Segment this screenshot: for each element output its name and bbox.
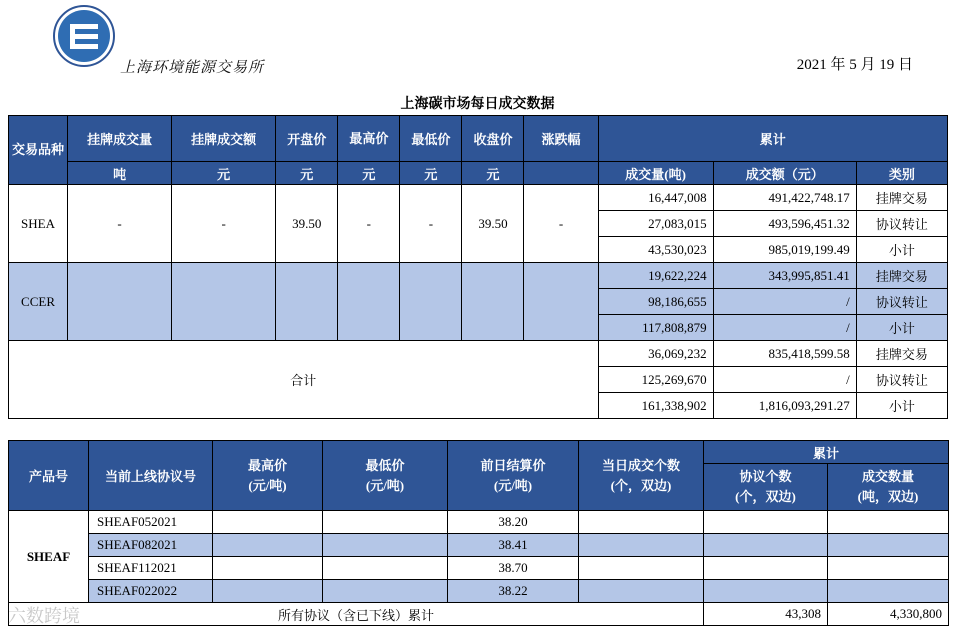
cell: 小计: [856, 315, 947, 341]
product-cell: SHEA: [9, 185, 68, 263]
header-volume-label: 成交数量: [862, 469, 915, 484]
header-today-count-label: 当日成交个数: [601, 457, 680, 473]
header-cum-volume: 成交量(吨): [598, 162, 713, 185]
cell: 27,083,015: [598, 211, 713, 237]
header-product-code: 产品号: [9, 441, 89, 511]
header-prev-settle-label: 前日结算价: [480, 457, 546, 473]
cell: 39.50: [276, 185, 338, 263]
cell: 协议转让: [856, 367, 947, 393]
cell: -: [524, 185, 598, 263]
cell: [213, 534, 323, 557]
cell: 117,808,879: [598, 315, 713, 341]
header-contract: 当前上线协议号: [89, 441, 213, 511]
cell: 491,422,748.17: [713, 185, 856, 211]
cell: 16,447,008: [598, 185, 713, 211]
cell: [704, 534, 828, 557]
unit-yuan: 元: [400, 162, 462, 185]
contract-cell: SHEAF022022: [89, 580, 213, 603]
brand-signature: 上海环境能源交易所: [120, 60, 265, 76]
cell: 挂牌交易: [856, 185, 947, 211]
header-listed-volume: 挂牌成交量: [68, 116, 172, 162]
cell: [704, 557, 828, 580]
cell: [338, 263, 400, 341]
cell: 38.22: [448, 580, 579, 603]
header-prev-settle: [448, 441, 579, 511]
product-cell: CCER: [9, 263, 68, 341]
header-high-unit: (元/吨): [248, 477, 287, 493]
unit-blank: [524, 162, 598, 185]
header-low-unit: (元/吨): [365, 477, 405, 493]
unit-yuan: 元: [462, 162, 524, 185]
watermark: 六数跨境: [8, 606, 80, 627]
cell: 小计: [856, 237, 947, 263]
header-agreements: [704, 464, 828, 511]
cell: [323, 534, 448, 557]
header-change: 涨跌幅: [524, 116, 598, 162]
exchange-logo: [52, 4, 116, 68]
cell: [828, 557, 949, 580]
report-date: 2021 年 5 月 19 日: [796, 57, 913, 73]
cell: 98,186,655: [598, 289, 713, 315]
cell: 985,019,199.49: [713, 237, 856, 263]
table-row: [9, 580, 949, 603]
cell: 挂牌交易: [856, 263, 947, 289]
cell: /: [713, 289, 856, 315]
cell: 161,338,902: [598, 393, 713, 419]
cell: [579, 534, 704, 557]
cell: [828, 511, 949, 534]
page-title: 上海碳市场每日成交数据: [400, 97, 555, 112]
cell: [828, 534, 949, 557]
cell: -: [172, 185, 276, 263]
cell: 协议转让: [856, 289, 947, 315]
cell: [172, 263, 276, 341]
header-agreements-unit: (个，双边): [735, 489, 796, 504]
cell: 38.20: [448, 511, 579, 534]
cell: 挂牌交易: [856, 341, 947, 367]
table-row: [9, 263, 948, 289]
header-high-label: 最高价: [247, 457, 287, 473]
cell: 38.70: [448, 557, 579, 580]
cell: [323, 511, 448, 534]
cell: [213, 557, 323, 580]
table-row: [9, 341, 948, 367]
header-low-label: 最低价: [365, 457, 405, 473]
cell: 343,995,851.41: [713, 263, 856, 289]
cell: 协议转让: [856, 211, 947, 237]
footer-row: [9, 603, 949, 626]
header-today-count: [579, 441, 704, 511]
header-agreements-label: 协议个数: [739, 469, 792, 484]
footer-volume: 4,330,800: [828, 603, 949, 626]
header-product: 交易品种: [9, 116, 68, 185]
product-code-cell: SHEAF: [9, 511, 89, 603]
header-open: 开盘价: [276, 116, 338, 162]
cell: -: [400, 185, 462, 263]
cell: 43,530,023: [598, 237, 713, 263]
contract-cell: SHEAF052021: [89, 511, 213, 534]
cell: [276, 263, 338, 341]
cell: [213, 580, 323, 603]
cell: [579, 511, 704, 534]
cell: -: [68, 185, 172, 263]
unit-yuan: 元: [276, 162, 338, 185]
footer-agreements: 43,308: [704, 603, 828, 626]
table-row: [9, 557, 949, 580]
header-high: [213, 441, 323, 511]
header-low: 最低价: [400, 116, 462, 162]
cell: [579, 557, 704, 580]
header-volume-unit: (吨，双边): [857, 489, 919, 504]
cell: [524, 263, 598, 341]
header-today-count-unit: (个，双边): [610, 477, 672, 493]
cell: [828, 580, 949, 603]
cell: [400, 263, 462, 341]
table-row: [9, 185, 948, 211]
footer-label: 所有协议（含已下线）累计: [9, 603, 704, 626]
header-cum-amount: 成交额（元）: [713, 162, 856, 185]
cell: [462, 263, 524, 341]
daily-trading-table: [8, 115, 948, 419]
cell: 835,418,599.58: [713, 341, 856, 367]
cell: [213, 511, 323, 534]
cell: 39.50: [462, 185, 524, 263]
header-cumulative: 累计: [598, 116, 947, 162]
cell: -: [338, 185, 400, 263]
cell: [323, 580, 448, 603]
header-category: 类别: [856, 162, 947, 185]
header-close: 收盘价: [462, 116, 524, 162]
cell: [704, 580, 828, 603]
unit-yuan: 元: [172, 162, 276, 185]
cell: 125,269,670: [598, 367, 713, 393]
cell: 38.41: [448, 534, 579, 557]
cell: 36,069,232: [598, 341, 713, 367]
cell: /: [713, 367, 856, 393]
table-row: [9, 511, 949, 534]
cell: /: [713, 315, 856, 341]
table-row: [9, 534, 949, 557]
forward-contracts-table: [8, 440, 949, 626]
cell: [323, 557, 448, 580]
header-low: [323, 441, 448, 511]
cell: [579, 580, 704, 603]
cell: 493,596,451.32: [713, 211, 856, 237]
unit-ton: 吨: [68, 162, 172, 185]
header-cumulative: 累计: [704, 441, 949, 464]
cell: 1,816,093,291.27: [713, 393, 856, 419]
header-listed-amount: 挂牌成交额: [172, 116, 276, 162]
contract-cell: SHEAF082021: [89, 534, 213, 557]
header-prev-settle-unit: (元/吨): [493, 477, 533, 493]
total-label: 合计: [9, 341, 599, 419]
cell: 小计: [856, 393, 947, 419]
cell: 19,622,224: [598, 263, 713, 289]
cell: [704, 511, 828, 534]
header-high: 最高价: [338, 116, 400, 162]
header-volume: [828, 464, 949, 511]
cell: [68, 263, 172, 341]
contract-cell: SHEAF112021: [89, 557, 213, 580]
unit-yuan: 元: [338, 162, 400, 185]
